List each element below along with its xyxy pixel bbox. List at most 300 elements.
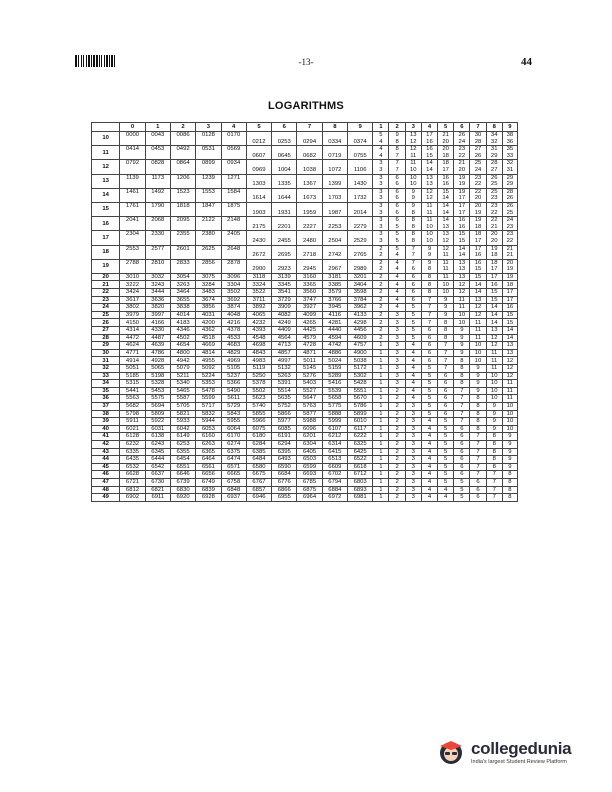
log-value: 6464 xyxy=(196,456,221,464)
log-value: 0212 xyxy=(246,139,271,146)
log-value: 5237 xyxy=(221,372,246,380)
row-number: 33 xyxy=(92,372,120,380)
mean-difference: 2 xyxy=(389,395,405,403)
row-number: 44 xyxy=(92,456,120,464)
log-value: 1106 xyxy=(348,167,373,174)
mean-difference: 9 xyxy=(470,380,486,388)
mean-difference: 26 xyxy=(502,202,517,209)
mean-difference: 8 xyxy=(421,289,437,297)
mean-difference: 10 xyxy=(486,372,502,380)
log-value: 0531 xyxy=(196,146,221,153)
log-value: 3243 xyxy=(145,281,170,289)
log-value: 5786 xyxy=(348,402,373,410)
mean-difference: 2 xyxy=(373,311,389,319)
mean-difference: 26 xyxy=(454,132,470,139)
log-value: 6335 xyxy=(120,448,145,456)
log-value: 0899 xyxy=(196,160,221,167)
row-number: 21 xyxy=(92,281,120,289)
log-value xyxy=(246,231,271,238)
log-value: 3502 xyxy=(221,289,246,297)
mean-difference: 14 xyxy=(438,202,454,209)
mean-difference: 28 xyxy=(486,160,502,167)
log-value: 5611 xyxy=(221,395,246,403)
log-value: 5403 xyxy=(297,380,322,388)
log-value: 5527 xyxy=(297,387,322,395)
log-value: 3784 xyxy=(348,296,373,304)
log-value: 5623 xyxy=(246,395,271,403)
mean-difference: 6 xyxy=(421,334,437,342)
log-value: 5105 xyxy=(221,365,246,373)
log-value: 4487 xyxy=(145,334,170,342)
mean-difference: 6 xyxy=(438,402,454,410)
log-value: 6884 xyxy=(322,486,347,494)
log-value: 2900 xyxy=(246,266,271,273)
table-row xyxy=(92,463,518,471)
mean-difference: 1 xyxy=(373,440,389,448)
log-value xyxy=(272,160,297,167)
log-value: 4900 xyxy=(348,349,373,357)
log-value: 2279 xyxy=(348,224,373,231)
mean-difference: 17 xyxy=(438,167,454,174)
log-value: 1703 xyxy=(322,195,347,202)
mean-difference: 15 xyxy=(502,319,517,327)
mean-difference: 24 xyxy=(502,217,517,224)
mean-difference: 3 xyxy=(405,471,421,479)
mean-difference: 23 xyxy=(502,224,517,231)
log-value xyxy=(221,210,246,217)
log-value: 2014 xyxy=(348,210,373,217)
mean-difference: 3 xyxy=(373,202,389,209)
mean-difference: 13 xyxy=(454,273,470,281)
mean-difference: 8 xyxy=(438,319,454,327)
log-value xyxy=(246,217,271,224)
mean-difference: 7 xyxy=(438,342,454,350)
log-value: 5441 xyxy=(120,387,145,395)
mean-difference: 8 xyxy=(454,365,470,373)
table-row xyxy=(92,202,518,209)
log-value xyxy=(196,181,221,188)
log-value: 5922 xyxy=(145,418,170,426)
log-value xyxy=(297,132,322,139)
mean-difference: 15 xyxy=(502,311,517,319)
mean-difference: 3 xyxy=(405,486,421,494)
log-value: 6117 xyxy=(348,425,373,433)
log-value: 6646 xyxy=(170,471,195,479)
column-header: 2 xyxy=(170,123,195,132)
log-value: 6618 xyxy=(348,463,373,471)
mean-difference: 15 xyxy=(421,153,437,160)
log-value: 3711 xyxy=(246,296,271,304)
mean-difference: 3 xyxy=(389,349,405,357)
mean-difference: 3 xyxy=(389,342,405,350)
log-value: 1399 xyxy=(322,181,347,188)
log-value: 5539 xyxy=(322,387,347,395)
log-value: 4048 xyxy=(221,311,246,319)
mean-difference: 3 xyxy=(389,380,405,388)
table-row xyxy=(92,174,518,181)
mean-difference: 4 xyxy=(438,486,454,494)
mean-difference: 3 xyxy=(373,231,389,238)
log-value: 6042 xyxy=(170,425,195,433)
log-value: 6776 xyxy=(272,478,297,486)
row-number: 39 xyxy=(92,418,120,426)
mean-difference: 5 xyxy=(389,245,405,252)
log-value: 4969 xyxy=(221,357,246,365)
mean-difference: 4 xyxy=(421,494,437,502)
mean-difference: 10 xyxy=(421,238,437,245)
table-row xyxy=(92,342,518,350)
mean-difference: 8 xyxy=(470,395,486,403)
mean-difference: 14 xyxy=(486,311,502,319)
mean-difference: 4 xyxy=(405,357,421,365)
mean-difference: 14 xyxy=(470,281,486,289)
mean-difference: 7 xyxy=(454,387,470,395)
log-value: 1004 xyxy=(272,167,297,174)
mean-difference: 15 xyxy=(454,231,470,238)
mean-difference: 2 xyxy=(373,259,389,266)
mean-difference: 5 xyxy=(438,463,454,471)
mean-difference: 6 xyxy=(389,188,405,195)
log-value: 4698 xyxy=(246,342,271,350)
log-value: 2405 xyxy=(221,231,246,238)
table-row xyxy=(92,153,518,160)
document-number: 44 xyxy=(521,56,532,68)
log-value: 3160 xyxy=(297,273,322,281)
log-value: 4713 xyxy=(272,342,297,350)
log-value: 5899 xyxy=(348,410,373,418)
log-value: 6637 xyxy=(145,471,170,479)
log-value xyxy=(272,188,297,195)
mean-difference: 29 xyxy=(486,153,502,160)
mean-difference: 8 xyxy=(454,372,470,380)
mean-difference: 5 xyxy=(421,372,437,380)
mean-difference: 31 xyxy=(486,146,502,153)
log-value: 6085 xyxy=(272,425,297,433)
log-value: 4031 xyxy=(196,311,221,319)
mean-difference: 24 xyxy=(454,139,470,146)
log-value: 2095 xyxy=(170,217,195,224)
log-value: 0170 xyxy=(221,132,246,139)
column-header: 6 xyxy=(454,123,470,132)
log-value: 6232 xyxy=(120,440,145,448)
row-number: 42 xyxy=(92,440,120,448)
mean-difference: 11 xyxy=(421,202,437,209)
log-value: 5977 xyxy=(272,418,297,426)
mean-difference: 6 xyxy=(470,486,486,494)
log-value: 3979 xyxy=(120,311,145,319)
mean-difference: 12 xyxy=(421,188,437,195)
mean-difference: 9 xyxy=(502,433,517,441)
column-header: 8 xyxy=(486,123,502,132)
log-value: 4786 xyxy=(145,349,170,357)
log-value: 6839 xyxy=(196,486,221,494)
mean-difference: 25 xyxy=(486,188,502,195)
log-value: 6812 xyxy=(120,486,145,494)
mean-difference: 20 xyxy=(502,259,517,266)
log-value: 0607 xyxy=(246,153,271,160)
log-value: 1430 xyxy=(348,181,373,188)
mean-difference: 6 xyxy=(389,174,405,181)
row-number: 45 xyxy=(92,463,120,471)
mean-difference: 10 xyxy=(438,289,454,297)
mean-difference: 3 xyxy=(373,160,389,167)
mean-difference: 4 xyxy=(373,139,389,146)
log-value: 3766 xyxy=(322,296,347,304)
log-value: 0374 xyxy=(348,139,373,146)
mean-difference: 1 xyxy=(373,486,389,494)
mean-difference: 18 xyxy=(486,259,502,266)
log-value xyxy=(348,146,373,153)
mean-difference: 5 xyxy=(438,418,454,426)
mean-difference: 11 xyxy=(502,387,517,395)
log-value: 6138 xyxy=(145,433,170,441)
row-number: 12 xyxy=(92,160,120,174)
log-value: 5888 xyxy=(322,410,347,418)
table-row xyxy=(92,289,518,297)
log-value: 5224 xyxy=(196,372,221,380)
mean-difference: 3 xyxy=(389,327,405,335)
log-value: 4654 xyxy=(170,342,195,350)
log-value: 3464 xyxy=(170,289,195,297)
log-value xyxy=(145,266,170,273)
log-value: 1206 xyxy=(170,174,195,181)
log-value: 1644 xyxy=(272,195,297,202)
mean-difference: 23 xyxy=(470,174,486,181)
mean-difference: 3 xyxy=(405,463,421,471)
table-row xyxy=(92,304,518,312)
log-value xyxy=(272,146,297,153)
mean-difference: 7 xyxy=(454,395,470,403)
mean-difference: 10 xyxy=(502,402,517,410)
mean-difference: 14 xyxy=(486,304,502,312)
row-number: 28 xyxy=(92,334,120,342)
mean-difference: 4 xyxy=(389,259,405,266)
log-value: 5416 xyxy=(322,380,347,388)
mean-difference: 8 xyxy=(486,448,502,456)
mean-difference: 1 xyxy=(373,387,389,395)
log-value: 1303 xyxy=(246,181,271,188)
log-value: 3579 xyxy=(322,289,347,297)
row-number: 14 xyxy=(92,188,120,202)
log-value: 4232 xyxy=(246,319,271,327)
mean-difference: 8 xyxy=(421,281,437,289)
mean-difference: 1 xyxy=(373,342,389,350)
mean-difference: 7 xyxy=(470,471,486,479)
log-value: 1492 xyxy=(145,188,170,195)
mean-difference: 6 xyxy=(454,448,470,456)
log-value xyxy=(120,210,145,217)
log-value xyxy=(221,195,246,202)
mean-difference: 10 xyxy=(438,281,454,289)
log-value: 3324 xyxy=(246,281,271,289)
log-value: 2788 xyxy=(120,259,145,266)
log-value: 0719 xyxy=(322,153,347,160)
mean-difference: 9 xyxy=(502,463,517,471)
mean-difference: 7 xyxy=(438,349,454,357)
log-value: 4639 xyxy=(145,342,170,350)
log-value: 5145 xyxy=(297,365,322,373)
table-row xyxy=(92,433,518,441)
mean-difference: 9 xyxy=(470,365,486,373)
mean-difference: 32 xyxy=(502,160,517,167)
log-value xyxy=(170,195,195,202)
mean-difference: 19 xyxy=(470,210,486,217)
row-number: 47 xyxy=(92,478,120,486)
mean-difference: 1 xyxy=(373,410,389,418)
mean-difference: 6 xyxy=(421,342,437,350)
mean-difference: 13 xyxy=(454,266,470,273)
mean-difference: 7 xyxy=(470,463,486,471)
log-value: 6875 xyxy=(297,486,322,494)
mean-difference: 15 xyxy=(438,188,454,195)
mean-difference: 17 xyxy=(486,273,502,281)
mean-difference: 11 xyxy=(470,334,486,342)
mean-difference: 13 xyxy=(486,327,502,335)
log-value: 4378 xyxy=(221,327,246,335)
table-row xyxy=(92,387,518,395)
mean-difference: 2 xyxy=(389,463,405,471)
log-value: 6253 xyxy=(170,440,195,448)
table-row xyxy=(92,478,518,486)
mean-difference: 18 xyxy=(438,153,454,160)
log-value: 0043 xyxy=(145,132,170,139)
mean-difference: 16 xyxy=(421,146,437,153)
log-value xyxy=(322,245,347,252)
mean-difference: 6 xyxy=(421,349,437,357)
log-value: 6444 xyxy=(145,456,170,464)
mean-difference: 18 xyxy=(470,224,486,231)
log-value xyxy=(272,132,297,139)
log-value xyxy=(120,181,145,188)
table-header-row xyxy=(92,123,518,132)
mean-difference: 3 xyxy=(373,195,389,202)
mean-difference: 6 xyxy=(454,471,470,479)
row-number: 30 xyxy=(92,349,120,357)
log-value xyxy=(246,245,271,252)
log-value: 5682 xyxy=(120,402,145,410)
log-value: 6599 xyxy=(297,463,322,471)
log-value: 6454 xyxy=(170,456,195,464)
log-value: 4564 xyxy=(272,334,297,342)
log-value: 4425 xyxy=(297,327,322,335)
log-value: 3692 xyxy=(221,296,246,304)
mean-difference: 8 xyxy=(502,478,517,486)
mean-difference: 4 xyxy=(405,342,421,350)
mean-difference: 17 xyxy=(502,289,517,297)
table-row xyxy=(92,395,518,403)
log-value: 6385 xyxy=(246,448,271,456)
mean-difference: 11 xyxy=(421,217,437,224)
log-value: 5670 xyxy=(348,395,373,403)
log-value: 6693 xyxy=(297,471,322,479)
mean-difference: 6 xyxy=(438,380,454,388)
log-value: 3118 xyxy=(246,273,271,281)
mean-difference: 4 xyxy=(389,252,405,259)
mean-difference: 7 xyxy=(405,259,421,266)
log-value: 4281 xyxy=(322,319,347,327)
log-value: 5211 xyxy=(170,372,195,380)
log-value xyxy=(322,174,347,181)
mean-difference: 17 xyxy=(486,266,502,273)
log-value: 5315 xyxy=(120,380,145,388)
log-value: 4166 xyxy=(145,319,170,327)
log-value: 1614 xyxy=(246,195,271,202)
log-value xyxy=(145,153,170,160)
log-value: 4116 xyxy=(322,311,347,319)
log-value: 4669 xyxy=(196,342,221,350)
table-row xyxy=(92,448,518,456)
table-row xyxy=(92,210,518,217)
table-row xyxy=(92,357,518,365)
mean-difference: 11 xyxy=(502,395,517,403)
log-value: 5575 xyxy=(145,395,170,403)
log-value: 3444 xyxy=(145,289,170,297)
mean-difference: 20 xyxy=(454,167,470,174)
mean-difference: 6 xyxy=(470,478,486,486)
mean-difference: 1 xyxy=(373,372,389,380)
mean-difference: 32 xyxy=(486,139,502,146)
mean-difference: 8 xyxy=(405,231,421,238)
log-value: 5705 xyxy=(170,402,195,410)
log-value xyxy=(196,252,221,259)
mean-difference: 4 xyxy=(405,387,421,395)
mean-difference: 25 xyxy=(470,160,486,167)
log-value xyxy=(297,202,322,209)
log-value: 6902 xyxy=(120,494,145,502)
table-row xyxy=(92,494,518,502)
mean-difference: 3 xyxy=(389,372,405,380)
mean-difference: 4 xyxy=(421,478,437,486)
log-value: 6866 xyxy=(272,486,297,494)
mean-difference: 8 xyxy=(454,357,470,365)
log-value: 5563 xyxy=(120,395,145,403)
table-row xyxy=(92,266,518,273)
mean-difference: 2 xyxy=(389,494,405,502)
mean-difference: 7 xyxy=(470,433,486,441)
log-value: 1761 xyxy=(120,202,145,209)
log-value xyxy=(196,266,221,273)
log-value xyxy=(297,146,322,153)
log-value: 6513 xyxy=(322,456,347,464)
mean-difference: 1 xyxy=(373,395,389,403)
log-value: 1673 xyxy=(297,195,322,202)
log-value xyxy=(221,181,246,188)
log-value: 3945 xyxy=(322,304,347,312)
log-value: 6149 xyxy=(170,433,195,441)
column-header: 6 xyxy=(272,123,297,132)
log-value: 4757 xyxy=(348,342,373,350)
mean-difference: 3 xyxy=(373,224,389,231)
mean-difference: 10 xyxy=(421,224,437,231)
log-value: 6375 xyxy=(221,448,246,456)
log-value: 5011 xyxy=(297,357,322,365)
log-value: 6821 xyxy=(145,486,170,494)
log-value: 6522 xyxy=(348,456,373,464)
log-value xyxy=(170,181,195,188)
mean-difference: 13 xyxy=(454,259,470,266)
log-value: 4814 xyxy=(196,349,221,357)
log-value: 5263 xyxy=(272,372,297,380)
mean-difference: 6 xyxy=(389,210,405,217)
log-value xyxy=(120,139,145,146)
mean-difference: 8 xyxy=(438,327,454,335)
log-value: 6972 xyxy=(322,494,347,502)
log-value: 5038 xyxy=(348,357,373,365)
mean-difference: 15 xyxy=(486,296,502,304)
log-value xyxy=(322,188,347,195)
mean-difference: 2 xyxy=(389,471,405,479)
log-value: 4200 xyxy=(196,319,221,327)
